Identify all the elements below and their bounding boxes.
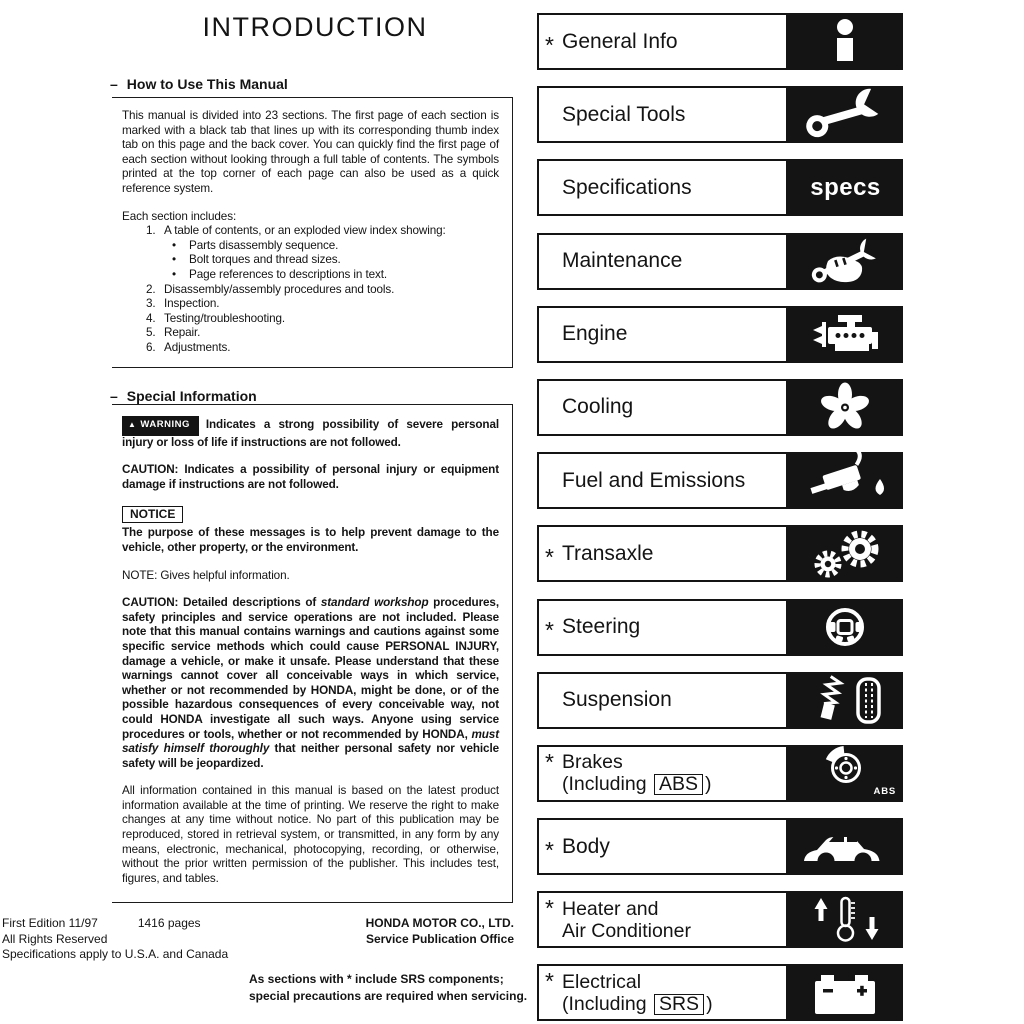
bullet: • bbox=[172, 238, 176, 252]
abs-caption: ABS bbox=[873, 785, 896, 797]
warning-badge bbox=[122, 416, 199, 436]
caution-detailed-paragraph: CAUTION: Detailed descriptions of standard workshop procedures, safety principles and service operations are not included. Please note that this manual contains warnings and cautions against some specific service methods which could cause PERSONAL INJURY, damage a vehicle, or make it unsafe. Please understand that these warnings cannot cover all conceivable ways in which service, whether or not recommended by HONDA, might be done, or of the possible hazardous consequences of every conceivable way, not could HONDA investigate all such ways. Anyone using service procedures or tools, whether or not recommended by HONDA, must satisfy himself thoroughly that neither personal safety nor vehicle safety will be jeopardized. bbox=[122, 596, 499, 770]
tab-steering[interactable] bbox=[537, 599, 903, 656]
publisher-block bbox=[300, 916, 514, 947]
tab-label-text: Suspension bbox=[562, 688, 672, 712]
steering-wheel-icon bbox=[788, 599, 903, 656]
tab-label-text: General Info bbox=[562, 29, 678, 53]
tab-label-text: Fuel and Emissions bbox=[562, 468, 746, 492]
tab-label-text: Engine bbox=[562, 322, 628, 346]
tab-label-text: Steering bbox=[562, 615, 641, 638]
tab-label bbox=[537, 379, 788, 436]
tab-label-text: Specifications bbox=[562, 175, 692, 199]
tab-body[interactable] bbox=[537, 818, 903, 875]
list-item: 4. Testing/troubleshooting. bbox=[146, 311, 286, 325]
tab-label bbox=[537, 599, 788, 656]
srs-asterisk bbox=[545, 697, 562, 703]
shock-tire-icon bbox=[788, 672, 903, 729]
fan-icon bbox=[788, 379, 903, 436]
thumb-index bbox=[537, 13, 903, 1021]
thermometer-icon bbox=[788, 891, 903, 948]
tab-engine[interactable] bbox=[537, 306, 903, 363]
heading-text: Special Information bbox=[126, 388, 257, 404]
notice-label: NOTICE bbox=[122, 506, 183, 523]
office-name: Service Publication Office bbox=[365, 931, 514, 946]
tab-label bbox=[537, 891, 788, 948]
specs-text-icon bbox=[788, 159, 903, 216]
brake-disc-icon bbox=[788, 745, 903, 802]
tab-label bbox=[537, 525, 788, 582]
srs-asterisk bbox=[545, 258, 562, 264]
heading-dash: – bbox=[110, 76, 118, 92]
srs-asterisk bbox=[545, 404, 562, 410]
list-item: 2. Disassembly/assembly procedures and tools. bbox=[146, 282, 395, 296]
srs-asterisk: * bbox=[545, 31, 554, 58]
tab-specifications[interactable] bbox=[537, 159, 903, 216]
srs-asterisk bbox=[545, 112, 562, 118]
list-item: 3. Inspection. bbox=[146, 297, 220, 311]
srs-asterisk: * bbox=[545, 836, 554, 863]
section-heading-how-to-use bbox=[110, 76, 297, 92]
warning-triangle-icon: ▲ bbox=[128, 420, 137, 429]
heading-dash: – bbox=[110, 388, 118, 404]
srs-asterisk bbox=[545, 185, 562, 191]
tab-suspension[interactable] bbox=[537, 672, 903, 729]
srs-asterisk: * bbox=[545, 748, 554, 775]
tab-heater-and-air-conditioner[interactable] bbox=[537, 891, 903, 948]
list-subitem: • Page references to descriptions in text. bbox=[172, 267, 388, 281]
section-heading-special-information bbox=[110, 388, 266, 404]
list-item: 1. A table of contents, or an exploded view index showing: bbox=[146, 224, 446, 238]
srs-asterisk: * bbox=[545, 617, 554, 643]
abs-box: ABS bbox=[654, 774, 703, 795]
car-body-icon bbox=[788, 818, 903, 875]
tab-label-text: Body bbox=[562, 834, 610, 858]
warning-text: Indicates a strong possibility of severe personal injury or loss of life if instructions are not followed. bbox=[122, 418, 499, 449]
heading-text: How to Use This Manual bbox=[126, 76, 288, 92]
list-subitem: • Bolt torques and thread sizes. bbox=[172, 253, 341, 267]
tab-label-text: Brakes bbox=[562, 751, 623, 774]
battery-icon bbox=[788, 964, 903, 1021]
caution-paragraph: CAUTION: Indicates a possibility of personal injury or equipment damage if instructions are not followed. bbox=[122, 463, 499, 491]
tab-label-line2: (Including ABS ) bbox=[562, 773, 712, 796]
section-includes-list bbox=[122, 210, 499, 356]
tab-label-text: Electrical bbox=[562, 970, 642, 993]
tab-general-info[interactable] bbox=[537, 13, 903, 70]
tab-label-text: Transaxle bbox=[562, 541, 654, 565]
bullet: • bbox=[172, 267, 176, 281]
tab-label bbox=[537, 672, 788, 729]
warning-badge-label: WARNING bbox=[140, 419, 190, 430]
specs-word: specs bbox=[810, 173, 881, 201]
page-title: INTRODUCTION bbox=[202, 12, 428, 42]
tab-label bbox=[537, 818, 788, 875]
edition-block bbox=[2, 916, 228, 963]
tab-label-text: Maintenance bbox=[562, 249, 683, 273]
srs-footnote: As sections with * include SRS components; special precautions are required when servicing. bbox=[249, 972, 528, 1003]
tab-label bbox=[537, 452, 788, 509]
company-name: HONDA MOTOR CO., LTD. bbox=[365, 916, 514, 930]
srs-box: SRS bbox=[654, 994, 704, 1015]
tab-brakes[interactable] bbox=[537, 745, 903, 802]
tab-label bbox=[537, 159, 788, 216]
region-text: Specifications apply to U.S.A. and Canada bbox=[2, 947, 229, 961]
info-icon bbox=[788, 13, 903, 70]
list-item: 5. Repair. bbox=[146, 326, 201, 340]
tab-transaxle[interactable] bbox=[537, 525, 903, 582]
tab-label-text: Special Tools bbox=[562, 102, 686, 126]
bullet: • bbox=[172, 253, 176, 267]
legal-paragraph: All information contained in this manual is based on the latest product information available at the time of printing. We reserve the right to make changes at any time without notice. No part of this publication may be reproduced, stored in retrieval system, or transmitted, in any form by any means, electronic, mechanical, photocopying, recording, or otherwise, without the prior written permission of the publisher. This includes test, figures, and tables. bbox=[122, 784, 499, 885]
special-information-box bbox=[112, 404, 513, 903]
tab-label bbox=[537, 964, 788, 1021]
tab-label bbox=[537, 86, 788, 143]
srs-asterisk: * bbox=[545, 895, 554, 922]
srs-asterisk: * bbox=[545, 543, 554, 570]
how-to-use-box bbox=[112, 97, 513, 368]
warning-paragraph bbox=[122, 416, 499, 450]
how-to-use-paragraph: This manual is divided into 23 sections. The first page of each section is marked with a black tab that lines up with its corresponding thumb index tab on this page and the back cover. You can quickly find the first page of each section without looking through a full table of contents. The symbols printed at the top corner of each page can also be used as a quick reference system. bbox=[122, 109, 499, 195]
tab-label-text: Cooling bbox=[562, 395, 634, 419]
fuel-nozzle-icon bbox=[788, 452, 903, 509]
list-subitem: • Parts disassembly sequence. bbox=[172, 238, 339, 252]
note-text: NOTE: Gives helpful information. bbox=[122, 568, 290, 582]
list-intro: Each section includes: bbox=[122, 209, 237, 223]
gears-icon bbox=[788, 525, 903, 582]
tab-label-text: Heater and bbox=[562, 897, 659, 920]
notice-text: The purpose of these messages is to help prevent damage to the vehicle, other property, or the environment. bbox=[122, 526, 499, 554]
tab-electrical[interactable] bbox=[537, 964, 903, 1021]
tab-maintenance[interactable] bbox=[537, 233, 903, 290]
tab-label-line2: Air Conditioner bbox=[562, 919, 691, 942]
tab-label bbox=[537, 233, 788, 290]
rights-text: All Rights Reserved bbox=[2, 931, 108, 946]
page-count: 1416 pages bbox=[137, 916, 201, 930]
tab-special-tools[interactable] bbox=[537, 86, 903, 143]
edition-text: First Edition 11/97 bbox=[2, 916, 98, 930]
engine-icon bbox=[788, 306, 903, 363]
srs-asterisk: * bbox=[545, 968, 554, 995]
srs-asterisk bbox=[545, 478, 562, 484]
tab-fuel-and-emissions[interactable] bbox=[537, 452, 903, 509]
hand-wrench-icon bbox=[788, 233, 903, 290]
tab-label bbox=[537, 745, 788, 802]
tab-label-line2: (Including SRS ) bbox=[562, 992, 713, 1015]
tab-label bbox=[537, 306, 788, 363]
srs-asterisk bbox=[545, 331, 562, 337]
list-item: 6. Adjustments. bbox=[146, 340, 231, 354]
tab-label bbox=[537, 13, 788, 70]
tab-cooling[interactable] bbox=[537, 379, 903, 436]
wrench-icon bbox=[788, 86, 903, 143]
